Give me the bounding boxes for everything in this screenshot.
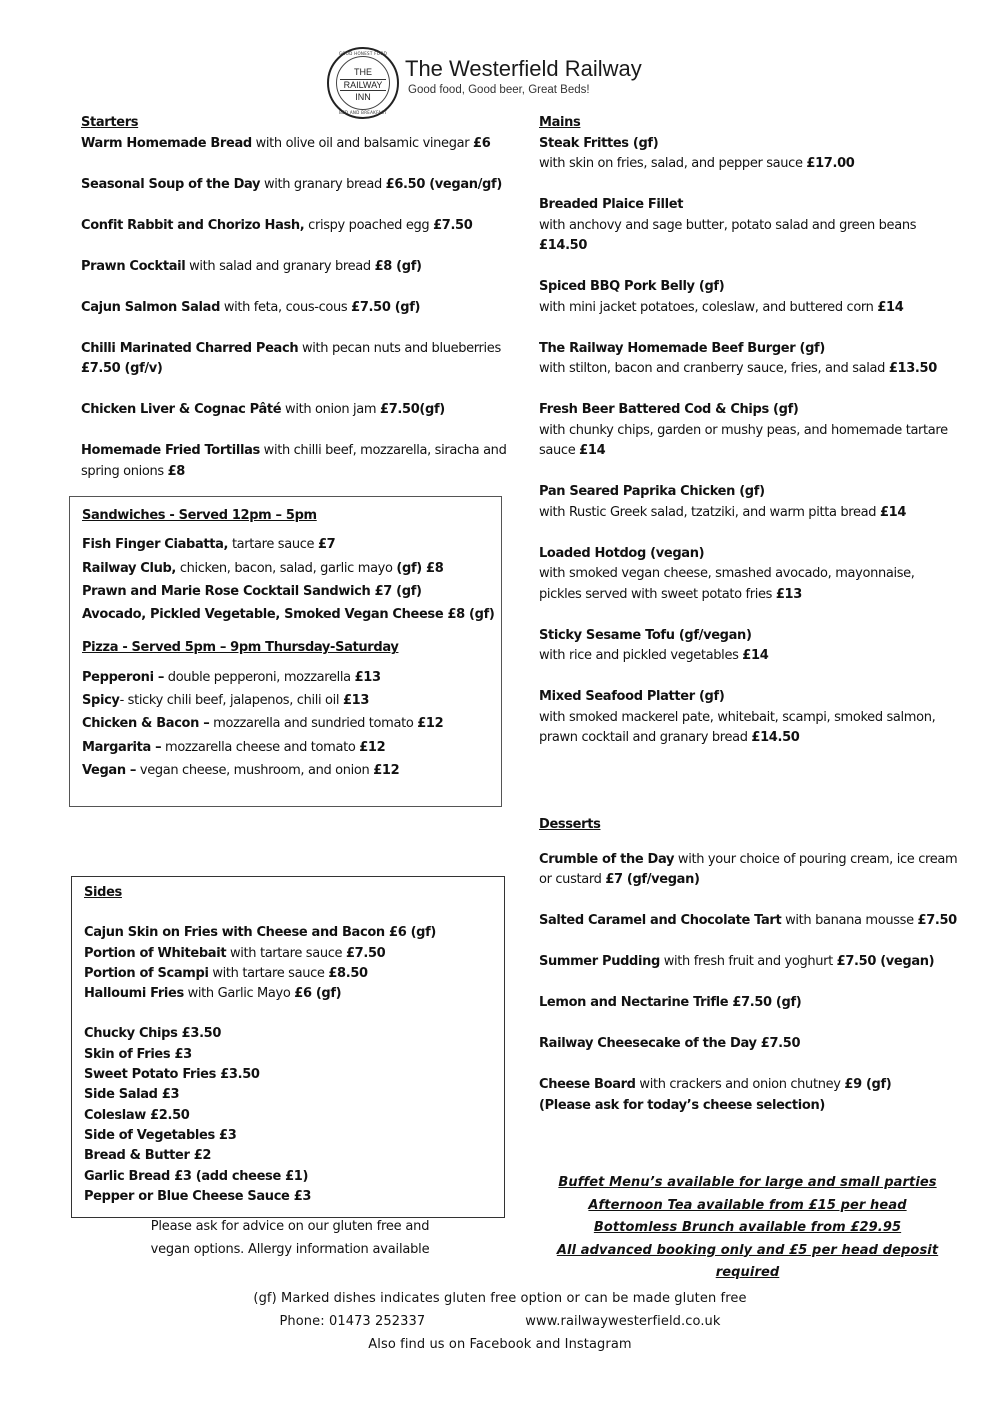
item-price: £7.50 [351,299,391,315]
item-name: Portion of Whitebait [84,945,227,961]
menu-item [539,339,959,380]
promo-line: Bottomless Brunch available from £29.95 [593,1220,902,1235]
item-desc: tartare sauce [228,537,318,553]
logo-arc-top-text: GOOD HONEST FOOD [338,51,388,56]
gluten-free-note: (gf) Marked dishes indicates gluten free option or can be made gluten free [253,1291,747,1306]
mains-heading: Mains [539,115,581,130]
item-price: £17.00 [806,156,855,171]
item-desc: with onion jam [281,402,381,417]
item-name: Avocado, Pickled Vegetable, Smoked Vegan Cheese [82,607,448,623]
item-name: Sticky Sesame Tofu (gf/vegan) [539,627,752,643]
promo-line: All advanced booking only and £5 per head deposit required [556,1242,939,1280]
menu-item [539,687,959,749]
item-price: £7.50 [433,217,473,233]
menu-item [84,944,504,964]
menu-item [539,952,959,973]
item-price: £7.50 [380,402,420,417]
item-name: Summer Pudding [539,954,660,969]
menu-item [539,911,959,932]
menu-item [82,580,502,603]
item-price: £9 (gf) [844,1077,892,1092]
item-desc: with feta, cous-cous [220,299,352,315]
sides-heading: Sides [84,885,122,900]
promo-line: Buffet Menu’s available for large and small parties [558,1175,937,1190]
starters-section [81,113,531,482]
menu-item: Lemon and Nectarine Trifle £7.50 (gf) [539,995,802,1010]
item-desc: with skin on fries, salad, and pepper sauce [539,156,807,171]
item-desc: with pecan nuts and blueberries [298,340,501,356]
item-price: £7.50 (vegan) [836,954,935,969]
starters-heading: Starters [81,115,139,130]
item-price: £7 (gf/vegan) [605,872,700,887]
menu-item [539,850,959,891]
item-desc: vegan cheese, mushroom, and onion [136,762,374,778]
menu-item [82,712,502,735]
menu-item [81,441,531,482]
side-item: Side of Vegetables £3 [84,1127,237,1143]
item-desc: with granary bread [260,176,386,192]
page-title: The Westerfield Railway [405,56,642,81]
item-name: Vegan – [82,762,137,778]
item-price: £8.50 [328,965,368,981]
item-price: £6.50 [385,176,426,192]
menu-item [84,923,504,943]
item-price: £7 [317,537,336,553]
item-name: Portion of Scampi [84,965,209,981]
item-price: £14 [877,299,904,315]
menu-item [539,277,959,318]
item-tags: (gf) [391,258,422,274]
item-desc: with chunky chips, garden or mushy peas, and homemade tartare sauce [539,422,948,458]
menu-item [82,603,502,626]
menu-item [539,1075,959,1116]
item-price: £7 [374,583,392,599]
allergy-note-line: Please ask for advice on our gluten free and [150,1219,430,1234]
item-note: (Please ask for today’s cheese selection) [539,1097,825,1113]
side-item: Skin of Fries £3 [84,1046,192,1062]
menu-item [82,557,502,580]
mains-section [539,113,959,749]
menu-item [82,689,502,712]
item-desc: with chilli beef, mozzarella, siracha and spring onions [81,443,507,479]
item-name: Prawn Cocktail [81,258,186,274]
item-price: £8 [374,258,392,274]
desserts-heading: Desserts [539,817,601,832]
item-name: Cheese Board [539,1077,636,1092]
item-price: £13 [354,669,381,685]
item-name: Cajun Salmon Salad [81,299,221,315]
website-link[interactable]: www.railwaywesterfield.co.uk [525,1314,721,1329]
item-desc: mozzarella cheese and tomato [161,739,360,755]
item-name: Chicken Liver & Cognac Pâté [81,402,282,417]
side-item: Coleslaw £2.50 [84,1107,190,1123]
tagline: Good food, Good beer, Great Beds! [408,84,590,96]
side-item: Pepper or Blue Cheese Sauce £3 [84,1188,312,1204]
item-tags: (gf) [391,583,422,599]
item-desc: with smoked mackerel pate, whitebait, scampi, smoked salmon, prawn cocktail and granary bread [539,709,936,745]
item-price: £6 (gf) [294,986,342,1002]
menu-item [81,175,531,196]
item-tags: (gf) [419,402,445,417]
social-media-note: Also find us on Facebook and Instagram [368,1337,632,1352]
item-name: The Railway Homemade Beef Burger (gf) [539,340,825,356]
item-price: £7.50 [345,945,386,961]
item-price: £7.50 [81,361,121,376]
menu-item [81,339,531,380]
item-desc: with tartare sauce [208,965,329,981]
item-name: Warm Homemade Bread [81,135,252,151]
item-name: Loaded Hotdog (vegan) [539,545,705,561]
item-name: Chicken & Bacon – [82,716,210,732]
item-desc: with stilton, bacon and cranberry sauce, fries, and salad [539,361,889,376]
item-desc: with smoked vegan cheese, smashed avocado, mayonnaise, pickles served with sweet potato fries [539,566,915,602]
item-price: £8 [167,463,186,479]
item-price: £14.50 [751,730,800,745]
item-price: £14 [742,648,769,663]
item-name: Pepperoni – [82,669,165,685]
item-price: £6 (gf) [389,925,437,941]
item-name: Cajun Skin on Fries with Cheese and Bacon [84,925,389,941]
allergy-note [100,1215,480,1261]
item-desc: with Rustic Greek salad, tzatziki, and warm pitta bread [539,504,880,520]
menu-item [539,482,959,523]
item-price: £12 [417,716,444,732]
item-price: £7.50 [917,913,957,928]
menu-item [81,257,531,278]
item-name: Spicy [82,693,120,709]
side-item: Side Salad £3 [84,1087,180,1103]
side-item: Sweet Potato Fries £3.50 [84,1067,260,1083]
item-name: Crumble of the Day [539,851,675,867]
railway-inn-logo [327,47,399,119]
item-desc: with Garlic Mayo [183,986,295,1002]
item-desc: crispy poached egg [304,217,434,233]
item-name: Prawn and Marie Rose Cocktail Sandwich [82,583,375,599]
menu-item [539,626,959,667]
item-price: (gf) £8 [396,560,444,576]
item-desc: mozzarella and sundried tomato [209,716,418,732]
sandwiches-pizza-box [69,496,502,807]
item-tags: (gf/v) [120,361,163,376]
menu-item: Railway Cheesecake of the Day £7.50 [539,1036,801,1051]
item-desc: with rice and pickled vegetables [539,648,743,663]
item-name: Seasonal Soup of the Day [81,176,261,192]
logo-text-railway: RAILWAY [340,79,386,91]
item-price: £6 [473,135,491,151]
item-desc: with banana mousse [781,913,918,928]
item-price: £13.50 [888,361,937,376]
item-price: £14.50 [539,238,588,253]
item-name: Pan Seared Paprika Chicken (gf) [539,484,765,499]
item-name: Fresh Beer Battered Cod & Chips (gf) [539,402,799,417]
item-name: Fish Finger Ciabatta, [82,537,229,553]
logo-text-inn: INN [355,92,371,102]
item-name: Confit Rabbit and Chorizo Hash, [81,217,305,233]
item-desc: - sticky chili beef, jalapenos, chili oil [119,693,343,709]
menu-item [539,134,959,175]
item-name: Margarita – [82,739,162,755]
item-price: £8 [447,607,465,623]
item-name: Railway Club, [82,560,177,576]
menu-item [82,736,502,759]
menu-item [81,216,531,237]
allergy-note-line: vegan options. Allergy information available [150,1242,430,1257]
side-item: Bread & Butter £2 [84,1148,212,1164]
item-price: £14 [879,504,907,520]
sides-box [71,876,505,1218]
menu-item [539,195,959,257]
promo-line: Afternoon Tea available from £15 per head [588,1197,907,1213]
item-tags: (vegan/gf) [425,176,502,192]
menu-item [539,400,959,462]
menu-item [82,759,502,782]
logo-arc-bottom-text: BED AND BREAKFAST [339,110,387,115]
item-name: Breaded Plaice Fillet [539,197,684,212]
menu-item [84,964,504,984]
menu-item [82,533,502,556]
menu-item [539,544,959,606]
item-price: £13 [342,693,370,709]
side-item: Chucky Chips £3.50 [84,1026,222,1042]
logo-text-the: THE [354,67,372,77]
item-name: Homemade Fried Tortillas [81,443,260,458]
item-desc: chicken, bacon, salad, garlic mayo [176,560,397,576]
phone-number: Phone: 01473 252337 [279,1314,426,1329]
item-price: £12 [373,762,400,778]
item-tags: (gf) [464,607,495,623]
item-desc: with olive oil and balsamic vinegar [251,135,474,151]
item-price: £14 [579,443,606,458]
menu-item [81,298,531,319]
item-name: Mixed Seafood Platter (gf) [539,689,725,704]
item-desc: with fresh fruit and yoghurt [659,954,837,969]
menu-item [81,134,531,155]
menu-item [81,400,531,421]
side-item: Garlic Bread £3 (add cheese £1) [84,1168,309,1184]
sandwiches-heading: Sandwiches - Served 12pm – 5pm [82,508,317,523]
promotions-block [540,1172,955,1285]
footer [190,1287,810,1356]
item-name: Steak Frittes (gf) [539,135,659,151]
item-name: Spiced BBQ Pork Belly (gf) [539,279,725,294]
item-desc: with salad and granary bread [185,258,375,274]
pizza-heading: Pizza - Served 5pm – 9pm Thursday-Saturday [82,640,399,656]
item-desc: double pepperoni, mozzarella [164,669,355,685]
item-price: £13 [775,586,802,602]
menu-item [82,666,502,689]
item-desc: with mini jacket potatoes, coleslaw, and buttered corn [539,299,878,315]
item-tags: (gf) [390,299,421,315]
item-desc: with your choice of pouring cream, ice cream or custard [539,851,958,887]
item-desc: with crackers and onion chutney [635,1077,845,1092]
item-desc: with tartare sauce [226,945,346,961]
item-name: Chilli Marinated Charred Peach [81,340,299,356]
desserts-section [539,815,959,1116]
item-desc: with anchovy and sage butter, potato salad and green beans [539,217,917,233]
item-name: Salted Caramel and Chocolate Tart [539,913,782,928]
item-name: Halloumi Fries [84,986,184,1002]
menu-item [84,984,504,1004]
item-price: £12 [359,739,386,755]
